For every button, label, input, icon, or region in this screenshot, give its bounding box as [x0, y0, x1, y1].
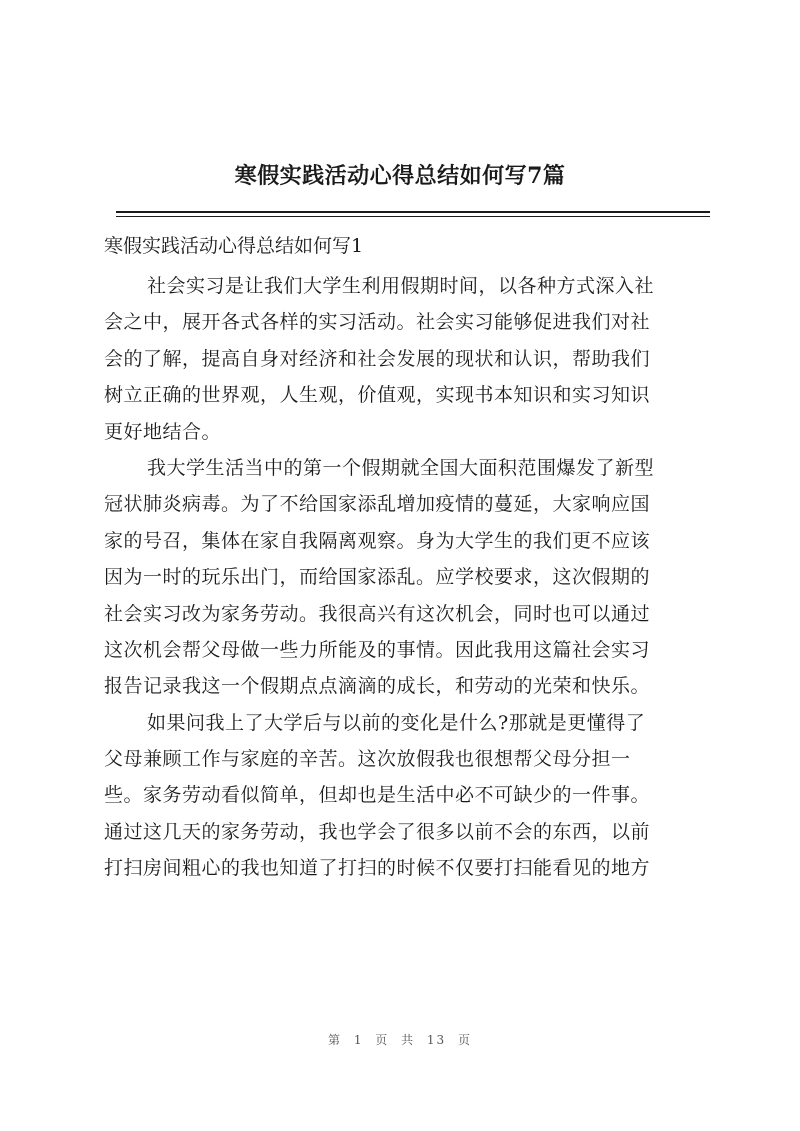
text-line: 社会实习改为家务劳动。我很高兴有这次机会，同时也可以通过: [104, 602, 651, 625]
text-line: 冠状肺炎病毒。为了不给国家添乱增加疫情的蔓延，大家响应国: [104, 493, 651, 516]
section-heading: 寒假实践活动心得总结如何写1: [104, 235, 364, 257]
body-text: [104, 268, 712, 887]
text-line: 如果问我上了大学后与以前的变化是什么?那就是更懂得了: [147, 711, 646, 734]
text-line: 会之中，展开各式各样的实习活动。社会实习能够促进我们对社: [104, 311, 651, 334]
text-line: 因为一时的玩乐出门，而给国家添乱。应学校要求，这次假期的: [104, 566, 651, 589]
paragraph-3: [104, 705, 712, 887]
title-divider-thin: [116, 216, 710, 217]
text-line: 通过这几天的家务劳动，我也学会了很多以前不会的东西，以前: [104, 820, 651, 843]
text-line: 父母兼顾工作与家庭的辛苦。这次放假我也很想帮父母分担一: [104, 748, 631, 771]
page-footer: 第 1 页 共 13 页: [328, 1033, 472, 1047]
text-line: 我大学生活当中的第一个假期就全国大面积范围爆发了新型: [147, 456, 655, 479]
text-line: 报告记录我这一个假期点点滴滴的成长，和劳动的光荣和快乐。: [104, 675, 651, 698]
text-line: 更好地结合。: [104, 420, 222, 443]
text-line: 些。家务劳动看似简单，但却也是生活中必不可缺少的一件事。: [104, 784, 651, 807]
title-divider-thick: [116, 211, 710, 213]
text-line: 会的了解，提高自身对经济和社会发展的现状和认识，帮助我们: [104, 347, 651, 370]
text-line: 打扫房间粗心的我也知道了打扫的时候不仅要打扫能看见的地方: [104, 857, 651, 880]
text-line: 社会实习是让我们大学生利用假期时间，以各种方式深入社: [147, 275, 655, 297]
paragraph-2: [104, 450, 712, 705]
text-line: 这次机会帮父母做一些力所能及的事情。因此我用这篇社会实习: [104, 638, 651, 661]
paragraph-1: [104, 268, 712, 450]
text-line: 树立正确的世界观，人生观，价值观，实现书本知识和实习知识: [104, 384, 651, 407]
text-line: 家的号召，集体在家自我隔离观察。身为大学生的我们更不应该: [104, 529, 651, 552]
document-title: 寒假实践活动心得总结如何写7篇: [234, 163, 566, 189]
